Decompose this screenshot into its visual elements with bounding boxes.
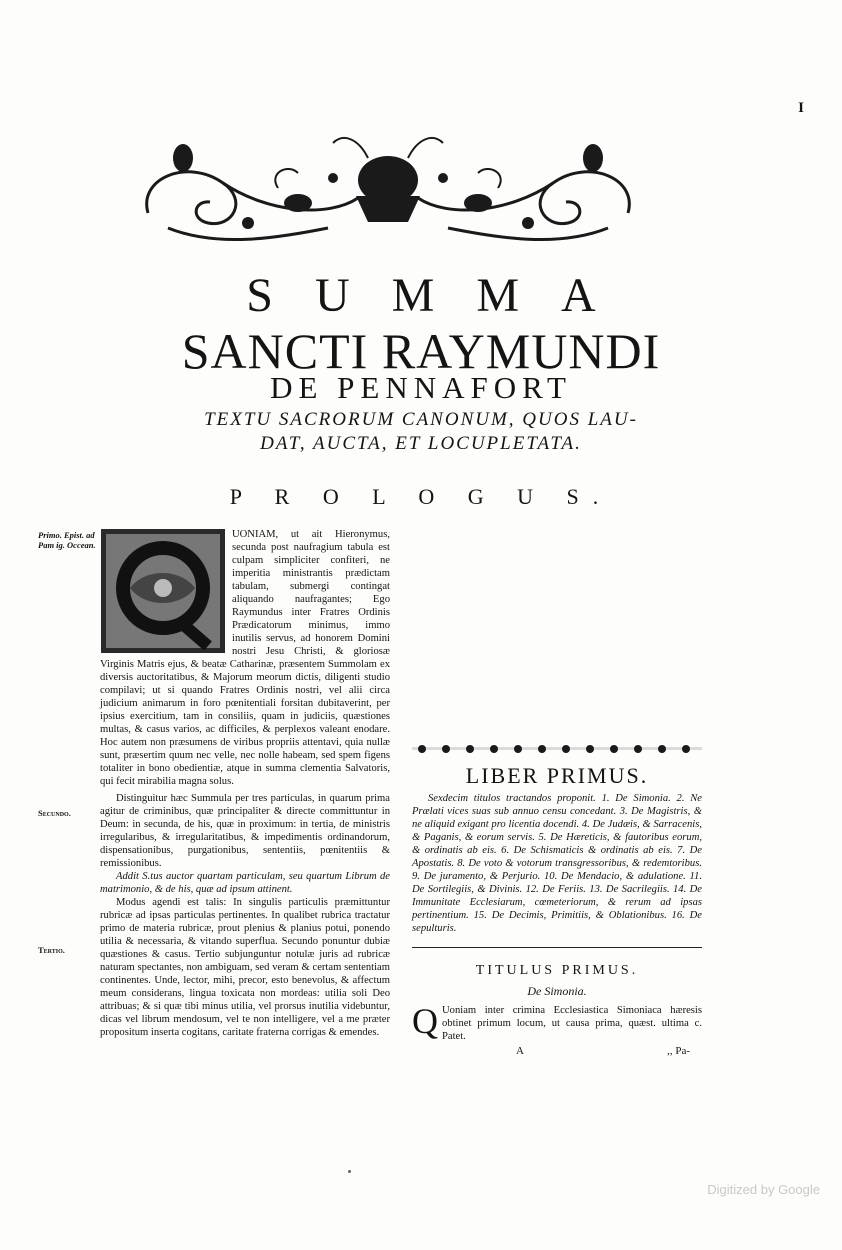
liber-summary: Sexdecim titulos tractandos proponit. 1. De Simonia. 2. Ne Prælati vices suas sub annuo censu concedant. 3. De Magistris, & ne aliquid exigant pro licentia docendi. 4. De Judæis, & Sarracenis, & Paganis, & eorum servis. 5. De Hæreticis, & fautoribus eorum, & ordinatis ab eis. 6. De Schismaticis & ordinatis ab eis. 7. De Apostatis. 8. De voto & votorum transgressoribus, & redemtoribus. 9. De juramento, & Perjurio. 10. De Mendacio, & adulatione. 11. De Sortilegiis, & Divinis. 12. De Feriis. 13. De Sacrilegiis. 14. De Immunitate Ecclesiarum, cœmeteriorum, & rerum ad ipsas pertinentium. 15. De Decimis, Primitiis, & Oblationibus. 16. De sepulturis.	[412, 793, 702, 934]
subtitle-line-2: DAT, AUCTA, ET LOCUPLETATA.	[260, 433, 582, 454]
subtitle-line-1: TEXTU SACRORUM CANONUM, QUOS LAU-	[204, 409, 638, 430]
page-number: I	[798, 100, 804, 116]
fleuron-row-icon	[412, 743, 702, 755]
section-rule	[412, 947, 702, 948]
margin-note-secundo: Secundo.	[38, 808, 71, 818]
prologus-continuation-space	[412, 528, 702, 733]
stray-mark	[348, 1170, 351, 1173]
margin-note-primo: Primo. Epist. ad Pam ig. Occean.	[38, 530, 96, 550]
watermark-text: Digitized by Google	[707, 1182, 820, 1197]
right-column	[412, 528, 702, 1058]
title-sancti-raymundi: SANCTI RAYMUNDI	[181, 323, 661, 379]
prologus-heading: P R O L O G U S.	[229, 484, 613, 509]
titulus-primus-heading: TITULUS PRIMUS.	[475, 963, 639, 978]
titulus-text: Uoniam inter crimina Ecclesiastica Simoniaca hæresis obtinet primum locum, ut causa prima, quæst. ultima c. Patet.	[442, 1005, 702, 1042]
prologus-paragraph-4: Modus agendi est talis: In singulis particulis præmittuntur rubricæ ad ipsas particulas pertinentes. In qualibet rubrica tractatur primo de materia rubricæ, prout plenius & planius potui, ponendo utilia & necessaria, & vitando superflua. Secundo ponuntur dubiæ quæstiones & casus. Tertio subjunguntur notulæ juris ad rubricæ naturam spectantes, non ambiguam, sed veram & certam sententiam continentes. Unde, lector, mihi, precor, esto benevolus, & affectum meum considerans, lingua toxicata non mordeas: utilia soli Deo attribuas; & si quæ tibi minus utilia, vel prorsus inutilia videbuntur, dicas vel librum mendosum, vel te non intelligere, vel a me præter propositum inserta cogitans, caritate fraterna corrigas & emendes.	[100, 897, 390, 1038]
liber-primus-heading: LIBER PRIMUS.	[465, 763, 649, 788]
subtitle	[0, 408, 842, 456]
signature-mark: A	[516, 1045, 524, 1057]
baroque-scroll-ornament-icon	[128, 118, 648, 258]
prologus-paragraph-1: UONIAM, ut ait Hieronymus, secunda post naufragium tabula est culpam simpliciter confiteri, ne imperitia ministrantis prædictam tabulam, submergi contingat aliquando naufragantes; Ego Raymundus inter Fratres Ordinis Prædicatorum minimus, immo inutilis servus, ad honorem Domini nostri Jesu Christi, & gloriosæ Virginis Matris ejus, & beatæ Catharinæ, præsentem Summolam ex diversis auctoritatibus, & Majorum meorum dictis, diligenti studio compilavi; ut si quando Fratres Ordinis nostri, vel alii circa judicium animarum in foro pœnitentiali forsitan dubitaverint, per ipsius exercitium, tam in consiliis, quam in judiciis, quæstiones multas, & casus varios, ac difficiles, & perplexos valeant enodare. Hoc autem non præsumens de viribus propriis attentavi, quia nullæ sunt, præsertim quum nec velle, nec nolle habeam, sed spem figens totaliter in bono obedientiæ, atque in summa clementia Salvatoris, qui fecit mirabilia magna solus.	[100, 529, 390, 787]
signature-line	[412, 1045, 702, 1058]
dropcap-q: Q	[412, 1001, 438, 1041]
title-summa: SUMMA	[246, 269, 638, 322]
titulus-subheading: De Simonia.	[527, 984, 587, 998]
margin-note-tertio: Tertio.	[38, 945, 65, 955]
prologus-paragraph-3: Addit S.tus auctor quartam particulam, seu quartum Librum de matrimonio, & de his, quæ ad ipsum attinent.	[100, 871, 390, 895]
title-de-pennafort: DE PENNAFORT	[270, 370, 572, 405]
prologus-paragraph-2: Distinguitur hæc Summula per tres particulas, in quarum prima agitur de criminibus, quæ principaliter & directe committuntur in Deum: in secunda, de his, quæ in proximum: in tertia, de ministris irregularibus, & irregularitatibus, & impedimentis ordinandorum, dispensationibus, purgationibus, sententiis, pœnitentiis & remissionibus.	[100, 793, 390, 869]
catchword: ,, Pa-	[667, 1045, 690, 1057]
prologus-left-column	[100, 528, 390, 1039]
decorated-initial-q-icon	[100, 528, 226, 654]
titulus-paragraph	[412, 1001, 702, 1043]
